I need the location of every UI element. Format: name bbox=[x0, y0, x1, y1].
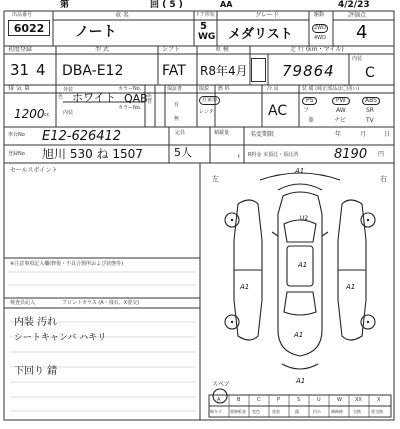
legend-meaning-w: 補修跡 bbox=[331, 409, 343, 414]
inspector-comment-2: シートキャンバ ハキリ bbox=[14, 333, 107, 343]
legend-code-a: A bbox=[217, 397, 221, 403]
color-value: ホワイト bbox=[72, 91, 116, 104]
rental-label: レンタ bbox=[199, 109, 214, 115]
exterior-label: 外装 bbox=[63, 87, 74, 93]
equip-label: 装 備 (純正部品は〇囲い) bbox=[302, 86, 360, 92]
aircon-label: 冷 房 bbox=[267, 86, 279, 92]
legend-meaning-xx: 交換 bbox=[353, 409, 361, 414]
legend-code-s: S bbox=[297, 397, 301, 403]
doors-value: 5 bbox=[200, 21, 207, 32]
manual-label: 取説 bbox=[199, 86, 210, 92]
legend-code-p: P bbox=[277, 397, 281, 403]
color-label: 色 bbox=[58, 94, 64, 100]
spare-label: スペア bbox=[212, 381, 231, 388]
legend-code-w: W bbox=[337, 397, 342, 403]
grade-label: グレード bbox=[255, 12, 280, 19]
recycle-label: R料金 未預託・預託済 bbox=[248, 152, 299, 158]
cc-value: 1200 bbox=[14, 107, 45, 121]
load-unit: t bbox=[238, 154, 240, 160]
top-fragment-date: 4/2/23 bbox=[338, 0, 370, 10]
legend-code-u: U bbox=[317, 397, 321, 403]
legend-meaning-p: 塗装 bbox=[272, 409, 280, 414]
capacity-label: 定員 bbox=[175, 130, 186, 136]
yes-label: 有 bbox=[174, 102, 180, 108]
equip-pw: PW bbox=[332, 97, 350, 105]
year-value: 31 bbox=[10, 61, 30, 79]
score-value: 4 bbox=[356, 22, 368, 43]
equip-fu: フ bbox=[303, 107, 310, 114]
mark-a1-right: A1 bbox=[346, 283, 356, 291]
inspector-label: 検査員記入 bbox=[10, 300, 36, 306]
recycle-unit: 円 bbox=[378, 151, 385, 158]
mark-a1-left: A1 bbox=[240, 283, 250, 291]
legend-code-xx: XX bbox=[355, 397, 362, 403]
doors-label: ドア形状 bbox=[195, 12, 215, 18]
top-fragment-code: AA bbox=[220, 0, 233, 9]
year-label: 年 bbox=[335, 131, 342, 138]
top-fragment-left: 第 bbox=[60, 0, 70, 10]
lot-caption: 出品番号 bbox=[12, 12, 33, 18]
equip-abs: ABS bbox=[362, 97, 380, 105]
name-change-label: 名変期限 bbox=[250, 131, 275, 138]
shift-label: シフト bbox=[162, 46, 181, 53]
equip-navi: ナビ bbox=[334, 117, 347, 124]
month-label: 月 bbox=[360, 131, 367, 138]
cc-label: 排 気 量 bbox=[8, 85, 30, 92]
windshield-label: フロントガラス (A・飛石、X要交) bbox=[62, 300, 140, 306]
inspection-label: 車 検 bbox=[215, 46, 229, 53]
load-label: 積載量 bbox=[214, 130, 230, 136]
grade-value: メダリスト bbox=[228, 27, 293, 42]
model-label: 型 式 bbox=[95, 46, 109, 53]
reg-no-value: 旭川 530 ね 1507 bbox=[42, 147, 143, 161]
top-fragment-mid: 回 ( 5 ) bbox=[150, 0, 183, 10]
score-label: 評価点 bbox=[348, 12, 367, 19]
capacity-value: 5人 bbox=[174, 146, 192, 159]
aircon-value: AC bbox=[268, 103, 288, 119]
mark-a1-roof: A1 bbox=[298, 261, 308, 269]
drive-2wd: 2WD bbox=[314, 25, 326, 31]
legend-code-x: X bbox=[377, 397, 381, 403]
legend-meaning-x: 要交換 bbox=[371, 409, 383, 414]
legend-meaning-s: 錆 bbox=[295, 409, 299, 414]
chassis-value: E12-626412 bbox=[42, 129, 122, 144]
model-value: DBA-E12 bbox=[62, 63, 124, 79]
recycle-value: 8190 bbox=[334, 147, 368, 162]
day-label: 日 bbox=[384, 131, 391, 138]
mileage-value: 79864 bbox=[282, 62, 335, 80]
legend-code-c: C bbox=[257, 397, 261, 403]
diagram-left-label: 左 bbox=[212, 175, 219, 183]
mark-a1-front: A1 bbox=[295, 167, 305, 175]
mileage-prefix-box bbox=[251, 58, 266, 82]
month-value: 4 bbox=[36, 61, 46, 79]
equip-kawa: 革 bbox=[308, 117, 315, 124]
caution-label: ※注意事項記入欄(修復・不具合箇所および状態等) bbox=[10, 261, 124, 267]
interior-label-3: 内装 bbox=[63, 110, 74, 116]
equip-ps: PS bbox=[302, 97, 317, 105]
legend-meaning-u: 凹み bbox=[313, 409, 321, 414]
inspector-comment-3: 下回り 錆 bbox=[14, 366, 58, 377]
fuel-label: 燃 料 bbox=[218, 86, 230, 92]
warranty-label: 保証書 bbox=[167, 86, 183, 92]
shift-value: FAT bbox=[162, 63, 186, 79]
equip-tv: TV bbox=[366, 117, 374, 124]
no-label: 無 bbox=[174, 116, 180, 122]
lot-number-box bbox=[8, 20, 50, 36]
legend-code-b: B bbox=[237, 397, 241, 403]
color-change-label: 色替 bbox=[147, 94, 153, 105]
legend-meaning-c: 変色 bbox=[252, 409, 260, 414]
color-no-label: カラーNo. bbox=[118, 86, 142, 92]
sales-point-label: セールスポイント bbox=[10, 167, 58, 174]
mileage-label: 走 行 (km・マイル) bbox=[290, 46, 344, 53]
own-use-label: 自家用 bbox=[199, 96, 220, 105]
equip-aw: AW bbox=[336, 107, 346, 114]
first-reg-label: 初度登録 bbox=[8, 46, 33, 53]
drive-4wd: 4WD bbox=[314, 35, 326, 41]
cc-unit: cc bbox=[44, 112, 50, 118]
chassis-label: 車台No bbox=[8, 132, 25, 138]
interior-value: C bbox=[365, 65, 375, 81]
legend-meaning-b: 要修板金 bbox=[230, 409, 246, 414]
inspection-value: R8年4月 bbox=[200, 64, 248, 78]
legend-meaning-a: 線キズ bbox=[210, 409, 222, 414]
car-name-label: 車 名 bbox=[115, 12, 129, 19]
car-name: ノート bbox=[75, 24, 117, 40]
mark-u2: U2 bbox=[300, 215, 309, 222]
color-no-value: QAB bbox=[124, 92, 148, 105]
mark-a1-rear: A1 bbox=[294, 331, 304, 339]
interior-label-2: 内装 bbox=[352, 56, 363, 62]
inspector-comment-1: 内装 汚れ bbox=[14, 317, 58, 328]
reg-no-label: 登録No bbox=[8, 151, 25, 157]
mark-a1-rear-bumper: A1 bbox=[296, 377, 306, 385]
diagram-right-label: 右 bbox=[380, 175, 387, 183]
drive-label: 駆動 bbox=[314, 12, 325, 18]
lot-number: 6022 bbox=[13, 22, 45, 35]
color-no-label-2: カラーNo. bbox=[118, 105, 142, 111]
equip-sr: SR bbox=[366, 107, 374, 114]
doors-suffix: WG bbox=[198, 32, 216, 42]
